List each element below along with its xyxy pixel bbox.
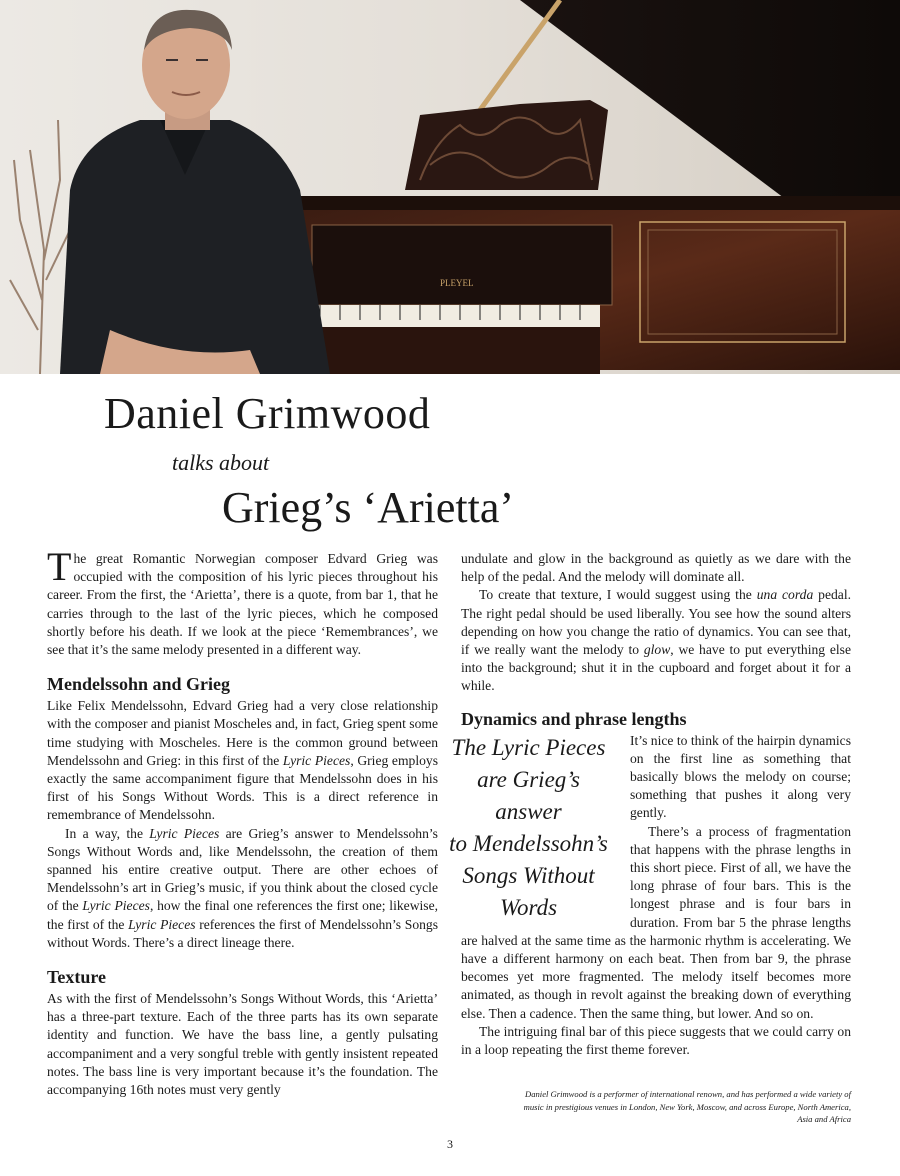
author-name: Daniel Grimwood xyxy=(104,389,431,438)
music-desk xyxy=(405,100,608,190)
dynamics-paragraph-1: It’s nice to think of the hairpin dynamics on the first line as something that basically blows the melody on course; something that pushes it along very gently. xyxy=(630,732,851,821)
heading-texture: Texture xyxy=(47,967,107,988)
talks-about-label: talks about xyxy=(172,450,270,475)
dynamics-paragraph-3: The intriguing final bar of this piece suggests that we could carry on in a loop repeating the first theme forever. xyxy=(461,1023,851,1058)
mendelssohn-paragraph-1: Like Felix Mendelssohn, Edvard Grieg had a very close relationship with the composer and pianist Moscheles and, in fact, Grieg spent some time studying with Moscheles. Here is the common ground between Mendelssohn and Grieg: in this first of the Lyric Pieces, Grieg employs exactly the same accompaniment figure that Mendelssohn does in his first of his Songs Without Words. This is a direct reference in remembrance of Mendelssohn. xyxy=(47,698,438,823)
piano-brand: PLEYEL xyxy=(440,278,474,288)
photo-illustration xyxy=(0,0,900,374)
page-number: 3 xyxy=(447,1137,453,1151)
author-bio-footnote: Daniel Grimwood is a performer of international renown, and has performed a wide variety of music in prestigious venues in London, New York, Moscow, and across Europe, North America, Asia and Africa xyxy=(523,1089,851,1124)
drop-cap: T xyxy=(47,544,72,589)
pull-quote: The Lyric Pieces are Grieg’s answer to Mendelssohn’s Songs Without Words xyxy=(449,734,608,920)
intro-paragraph: The great Romantic Norwegian composer Edvard Grieg was occupied with the composition of his lyric pieces throughout his career. From the first, the ‘Arietta’, there is a quote, from bar 1, that he carries through to the last of the lyric pieces, which he composed shortly before his death. If we look at the piece ‘Remembrances’, we see that it’s the same melody presented in a different way. xyxy=(47,544,438,658)
mendelssohn-paragraph-2: In a way, the Lyric Pieces are Grieg’s answer to Mendelssohn’s Songs Without Words and, like Mendelssohn, the creation of them spanned his entire creative output. There are other echoes of Mendelssohn’s art in Grieg’s music, if you think about the closed cycle of the Lyric Pieces, how the final one references the first one; likewise, the first of the Lyric Pieces references the first of Mendelssohn’s Songs without Words. There’s a direct lineage there. xyxy=(47,825,439,950)
texture-paragraph-1-continued: undulate and glow in the background as quietly as we dare with the help of the pedal. And the melody will dominate all. xyxy=(461,551,851,585)
header-photo xyxy=(0,0,900,374)
article-title: Grieg’s ‘Arietta’ xyxy=(222,483,514,532)
heading-dynamics-and-phrase-lengths: Dynamics and phrase lengths xyxy=(461,708,687,729)
heading-mendelssohn-and-grieg: Mendelssohn and Grieg xyxy=(47,674,231,695)
dynamics-paragraph-2: There’s a process of fragmentation that happens with the phrase lengths in this short piece. First of all, we have the long phrase of four bars. This is the longest phrase and is four bars in duration. From bar 5 the phrase lengths are halved at the same time as the harmonic rhythm is accelerating. We have a different harmony on each beat. Then from bar 9, the phrase becomes yet more fragmented. The melody itself becomes more animated, as though in revolt against the breaking down of everything else. Then a cadence. Then the same thing, but lower. And so on. xyxy=(461,823,851,1021)
right-column xyxy=(449,550,852,1059)
texture-paragraph-1: As with the first of Mendelssohn’s Songs Without Words, this ‘Arietta’ has a three-part texture. Each of the three parts has its own separate identity and function. We have the bass line, a gently pulsating accompaniment and a very songful treble with gently insistent repeated notes. The bass line is very important because it’s the foundation. The accompanying 16th notes must very gently xyxy=(47,991,438,1098)
left-column xyxy=(47,544,439,1099)
texture-paragraph-2: To create that texture, I would suggest using the una corda pedal. The right pedal should be used liberally. You see how the sound alters depending on how you change the ratio of dynamics. You can see that, if we really want the melody to glow, we have to put everything else into the background; shut it in the cupboard and forget about it for a while. xyxy=(461,587,852,694)
